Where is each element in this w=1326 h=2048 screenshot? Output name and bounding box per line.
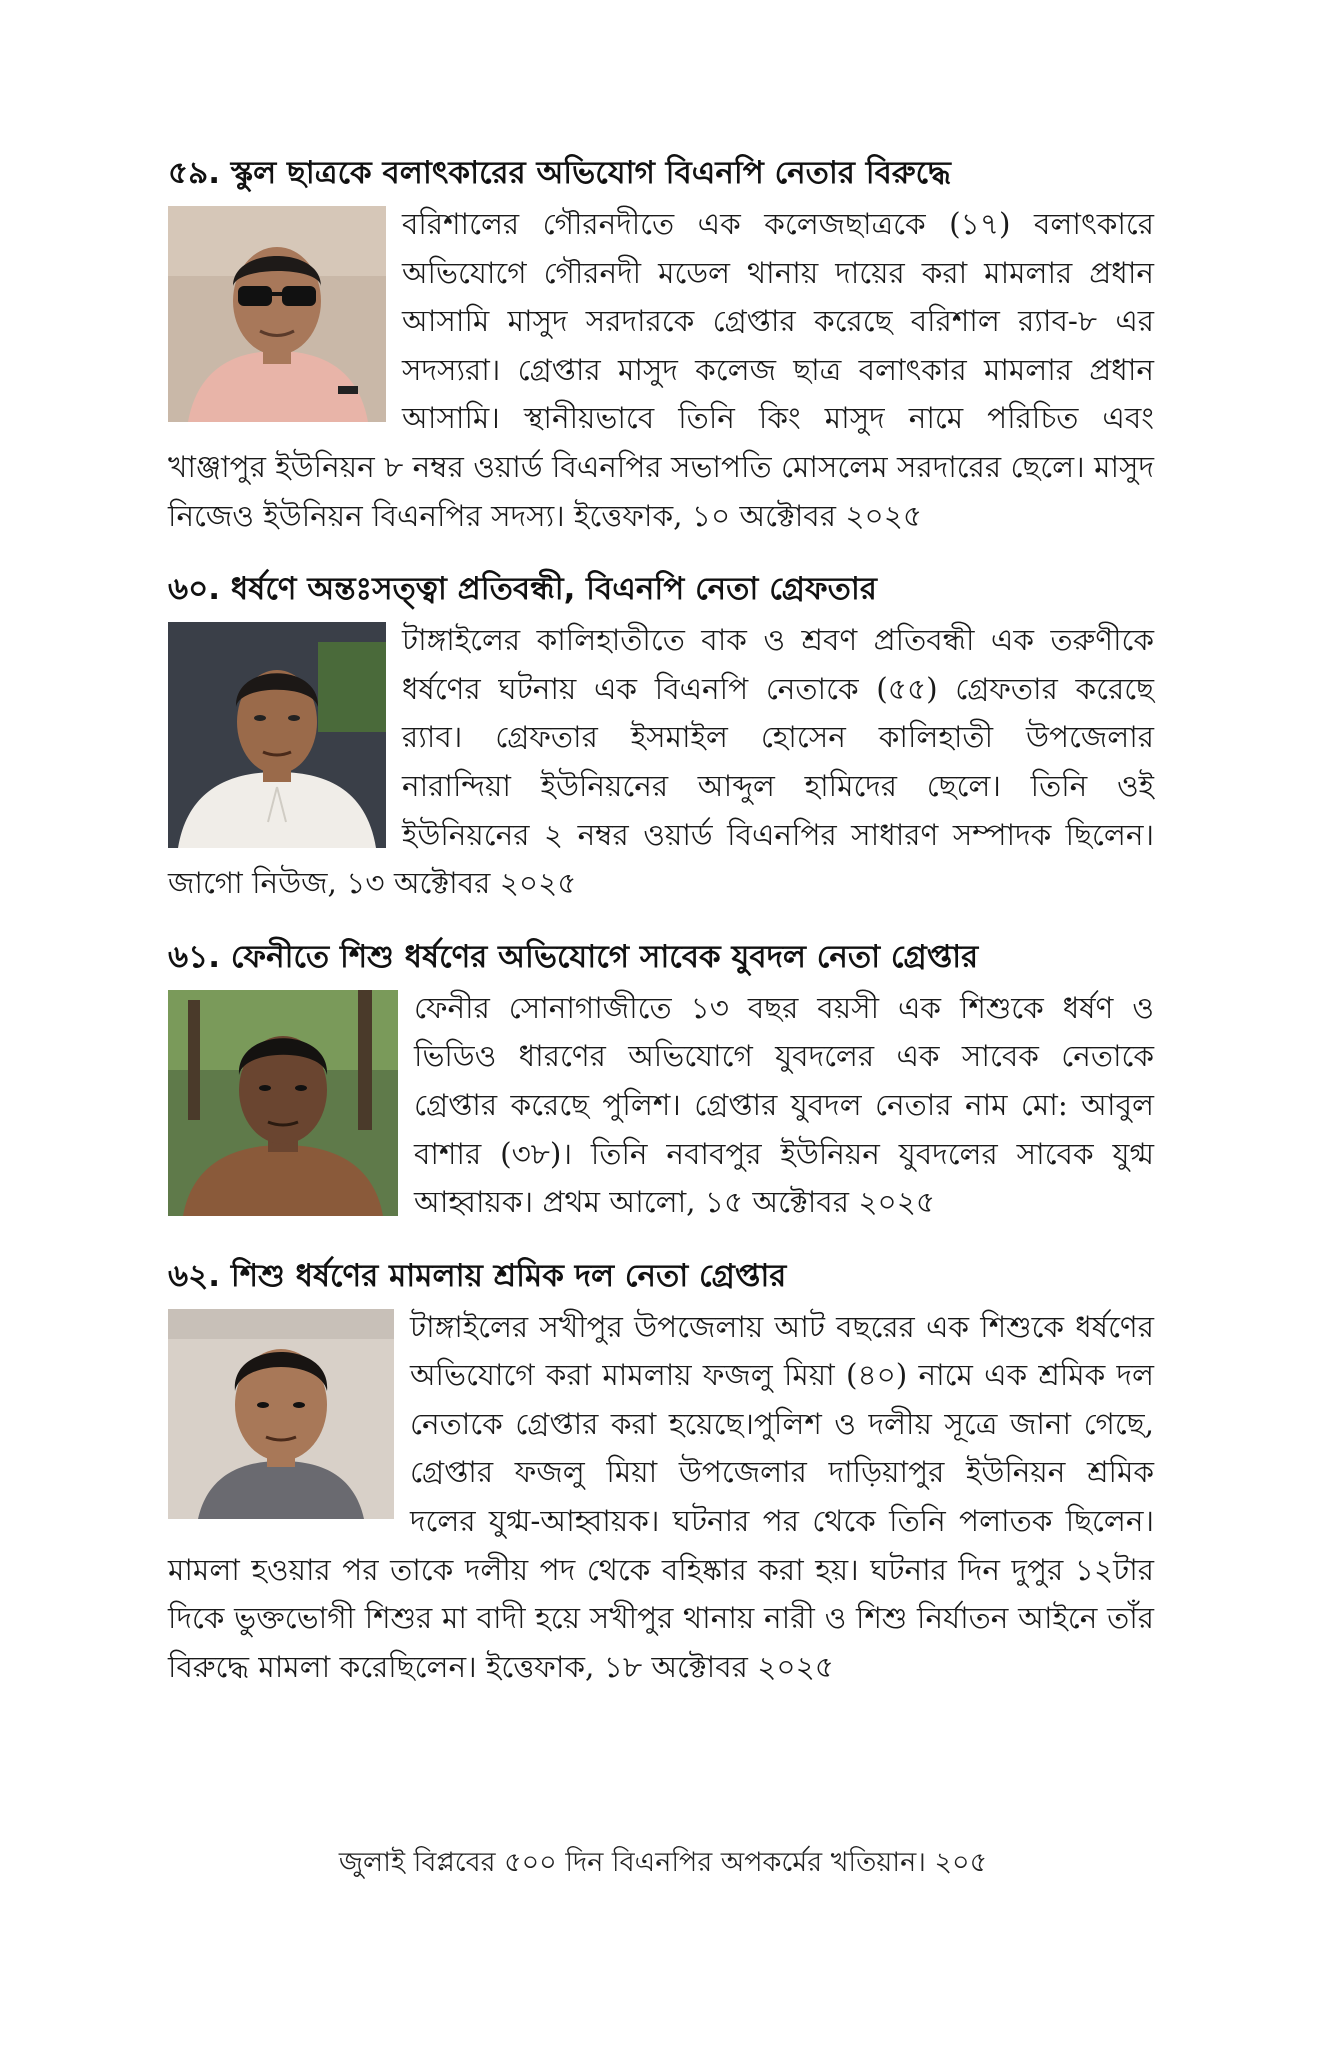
article-62 — [168, 1253, 1154, 1692]
article-title: ৬০. ধর্ষণে অন্তঃসত্ত্বা প্রতিবন্ধী, বিএনপি নেতা গ্রেফতার — [168, 571, 877, 608]
page-content — [168, 150, 1154, 1717]
article-title: ৫৯. স্কুল ছাত্রকে বলাৎকারের অভিযোগ বিএনপি নেতার বিরুদ্ধে — [168, 155, 951, 191]
photo-fazlu-mia — [168, 1309, 394, 1519]
article-body: ফেনীর সোনাগাজীতে ১৩ বছর বয়সী এক শিশুকে ধর্ষণ ও ভিডিও ধারণের অভিযোগে যুবদলের এক সাবেক নেতাকে গ্রেপ্তার করেছে পুলিশ। গ্রেপ্তার যুবদল নেতার নাম মো: আবুল বাশার (৩৮)। তিনি নবাবপুর ইউনিয়ন যুবদলের সাবেক যুগ্ম আহ্বায়ক। প্রথম আলো, ১৫ অক্টোবর ২০২৫ — [414, 990, 1154, 1220]
article-61 — [168, 934, 1154, 1227]
photo-masud-sardar — [168, 206, 386, 422]
person-photo-icon — [168, 1309, 394, 1519]
photo-abul-bashar — [168, 990, 398, 1216]
article-title: ৬১. ফেনীতে শিশু ধর্ষণের অভিযোগে সাবেক যুবদল নেতা গ্রেপ্তার — [168, 938, 979, 975]
article-title: ৬২. শিশু ধর্ষণের মামলায় শ্রমিক দল নেতা গ্রেপ্তার — [168, 1257, 787, 1294]
page-footer: জুলাই বিপ্লবের ৫০০ দিন বিএনপির অপকর্মের খতিয়ান। ২০৫ — [338, 1847, 988, 1878]
article-body: টাঙ্গাইলের কালিহাতীতে বাক ও শ্রবণ প্রতিবন্ধী এক তরুণীকে ধর্ষণের ঘটনায় এক বিএনপি নেতাকে (৫৫) গ্রেফতার করেছে র‌্যাব। গ্রেফতার ইসমাইল হোসেন কালিহাতী উপজেলার নারান্দিয়া ইউনিয়নের আব্দুল হামিদের ছেলে। তিনি ওই ইউনিয়নের ২ নম্বর ওয়ার্ড বিএনপির সাধারণ সম্পাদক ছিলেন। জাগো নিউজ, ১৩ অক্টোবর ২০২৫ — [168, 623, 1154, 901]
person-photo-icon — [168, 990, 398, 1216]
article-body: টাঙ্গাইলের সখীপুর উপজেলায় আট বছরের এক শিশুকে ধর্ষণের অভিযোগে করা মামলায় ফজলু মিয়া (৪০) নামে এক শ্রমিক দল নেতাকে গ্রেপ্তার করা হয়েছে।পুলিশ ও দলীয় সূত্রে জানা গেছে, গ্রেপ্তার ফজলু মিয়া উপজেলার দাড়িয়াপুর ইউনিয়ন শ্রমিক দলের যুগ্ম-আহ্বায়ক। ঘটনার পর থেকে তিনি পলাতক ছিলেন। মামলা হওয়ার পর তাকে দলীয় পদ থেকে বহিষ্কার করা হয়। ঘটনার দিন দুপুর ১২টার দিকে ভুক্তভোগী শিশুর মা বাদী হয়ে সখীপুর থানায় নারী ও শিশু নির্যাতন আইনে তাঁর বিরুদ্ধে মামলা করেছিলেন। ইত্তেফাক, ১৮ অক্টোবর ২০২৫ — [168, 1309, 1154, 1684]
article-60 — [168, 566, 1154, 908]
photo-ismail-hossain — [168, 622, 386, 848]
article-body: বরিশালের গৌরনদীতে এক কলেজছাত্রকে (১৭) বলাৎকারে অভিযোগে গৌরনদী মডেল থানায় দায়ের করা মামলার প্রধান আসামি মাসুদ সরদারকে গ্রেপ্তার করেছে বরিশাল র‌্যাব-৮ এর সদস্যরা। গ্রেপ্তার মাসুদ কলেজ ছাত্র বলাৎকার মামলার প্রধান আসামি। স্থানীয়ভাবে তিনি কিং মাসুদ নামে পরিচিত এবং খাঞ্জাপুর ইউনিয়ন ৮ নম্বর ওয়ার্ড বিএনপির সভাপতি মোসলেম সরদারের ছেলে। মাসুদ নিজেও ইউনিয়ন বিএনপির সদস্য। ইত্তেফাক, ১০ অক্টোবর ২০২৫ — [168, 207, 1154, 533]
article-59 — [168, 150, 1154, 540]
person-photo-icon — [168, 206, 386, 422]
person-photo-icon — [168, 622, 386, 848]
